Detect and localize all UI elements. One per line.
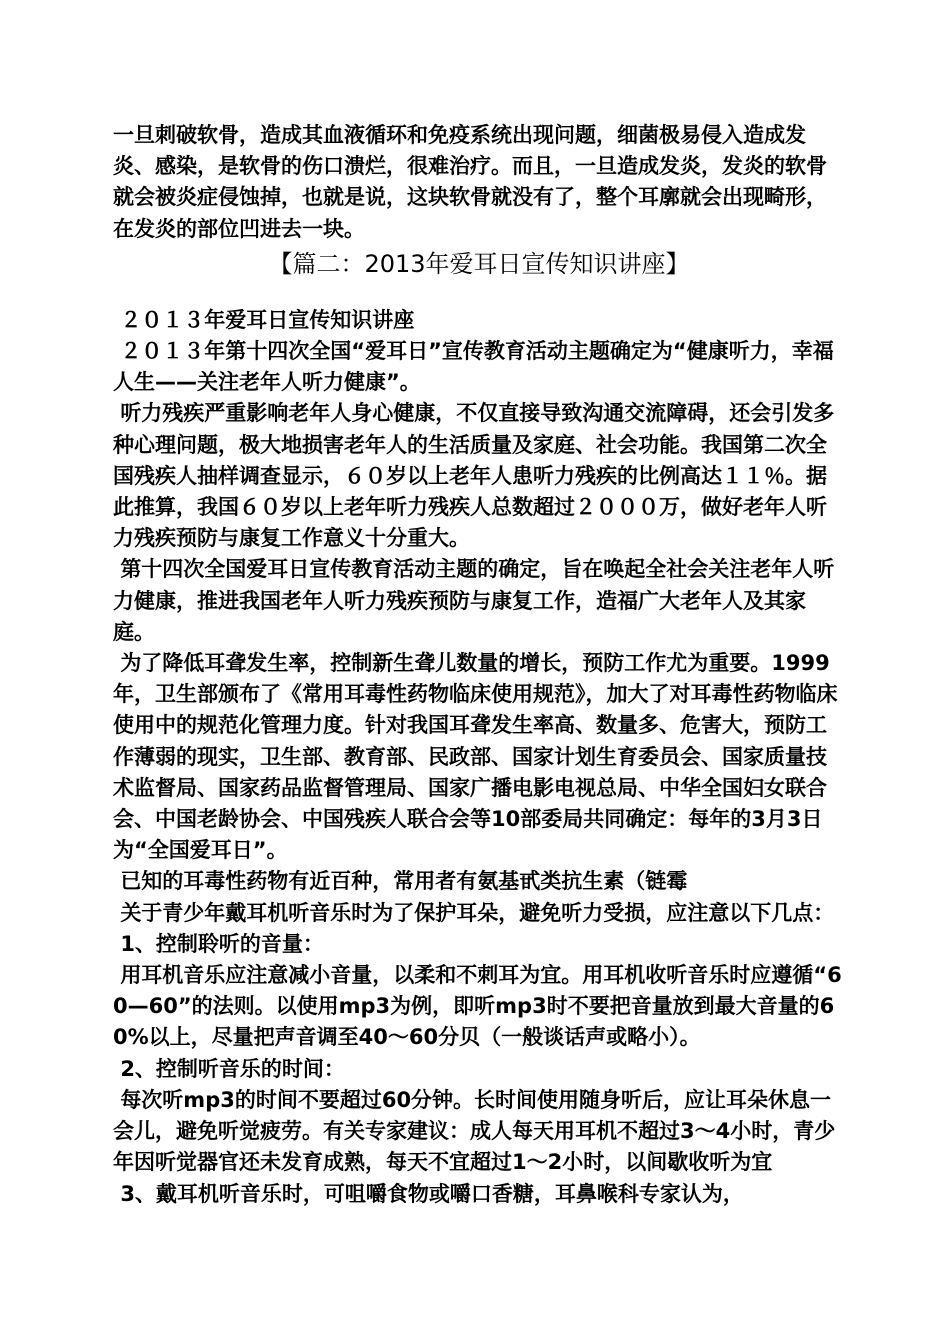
list-item-volume-heading: 1、控制聆听的音量：	[113, 931, 324, 956]
paragraph-volume: 用耳机音乐应注意减小音量，以柔和不刺耳为宜。用耳机收听音乐时应遵循“60—60”的法则。以使用mp3为例，即听mp3时不要把音量放到最大音量的60%以上，尽量把声音调至40～60分贝（一般谈话声或略小）。	[113, 963, 842, 1050]
paragraph-ototoxic-drugs: 已知的耳毒性药物有近百种，常用者有氨基甙类抗生素（链霉	[113, 869, 688, 894]
top-paragraph: 一旦刺破软骨，造成其血液循环和免疫系统出现问题，细菌极易侵入造成发炎、感染，是软骨的伤口溃烂，很难治疗。而且，一旦造成发炎，发炎的软骨就会被炎症侵蚀掉，也就是说，这块软骨就没有了，整个耳廓就会出现畸形，在发炎的部位凹进去一块。	[113, 123, 827, 241]
document-body	[113, 120, 845, 1210]
paragraph-theme-purpose: 第十四次全国爱耳日宣传教育活动主题的确定，旨在唤起全社会关注老年人听力健康，推进我国老年人听力残疾预防与康复工作，造福广大老年人及其家庭。	[113, 557, 835, 644]
paragraph-hearing-disability: 听力残疾严重影响老年人身心健康，不仅直接导致沟通交流障碍，还会引发多种心理问题，极大地损害老年人的生活质量及家庭、社会功能。我国第二次全国残疾人抽样调查显示，６０岁以上老年人患听力残疾的比例高达１１％。据此推算，我国６０岁以上老年听力残疾人总数超过２０００万，做好老年人听力残疾预防与康复工作意义十分重大。	[113, 401, 835, 551]
paragraph-prevention: 为了降低耳聋发生率，控制新生聋儿数量的增长，预防工作尤为重要。1999年，卫生部颁布了《常用耳毒性药物临床使用规范》，加大了对耳毒性药物临床使用中的规范化管理力度。针对我国耳聋发生率高、数量多、危害大，预防工作薄弱的现实，卫生部、教育部、民政部、国家计划生育委员会、国家质量技术监督局、国家药品监督管理局、国家广播电影电视总局、中华全国妇女联合会、中国老龄协会、中国残疾人联合会等10部委局共同确定：每年的3月3日为“全国爱耳日”。	[113, 651, 838, 863]
lecture-title: ２０１３年爱耳日宣传知识讲座	[113, 307, 415, 332]
paragraph-earphone-intro: 关于青少年戴耳机听音乐时为了保护耳朵，避免听力受损，应注意以下几点：	[113, 900, 835, 925]
paragraph-theme: ２０１３年第十四次全国“爱耳日”宣传教育活动主题确定为“健康听力，幸福人生——关注老年人听力健康”。	[113, 339, 834, 395]
list-item-chewing: 3、戴耳机听音乐时，可咀嚼食物或嚼口香糖，耳鼻喉科专家认为，	[113, 1181, 744, 1206]
paragraph-time: 每次听mp3的时间不要超过60分钟。长时间使用随身听后，应让耳朵休息一会儿，避免听觉疲劳。有关专家建议：成人每天用耳机不超过3～4小时，青少年因听觉器官还未发育成熟，每天不宜超过1～2小时，以间歇收听为宜	[113, 1087, 836, 1175]
section-title: 【篇二：2013年爱耳日宣传知识讲座】	[268, 249, 690, 278]
list-item-time-heading: 2、控制听音乐的时间：	[113, 1056, 345, 1081]
